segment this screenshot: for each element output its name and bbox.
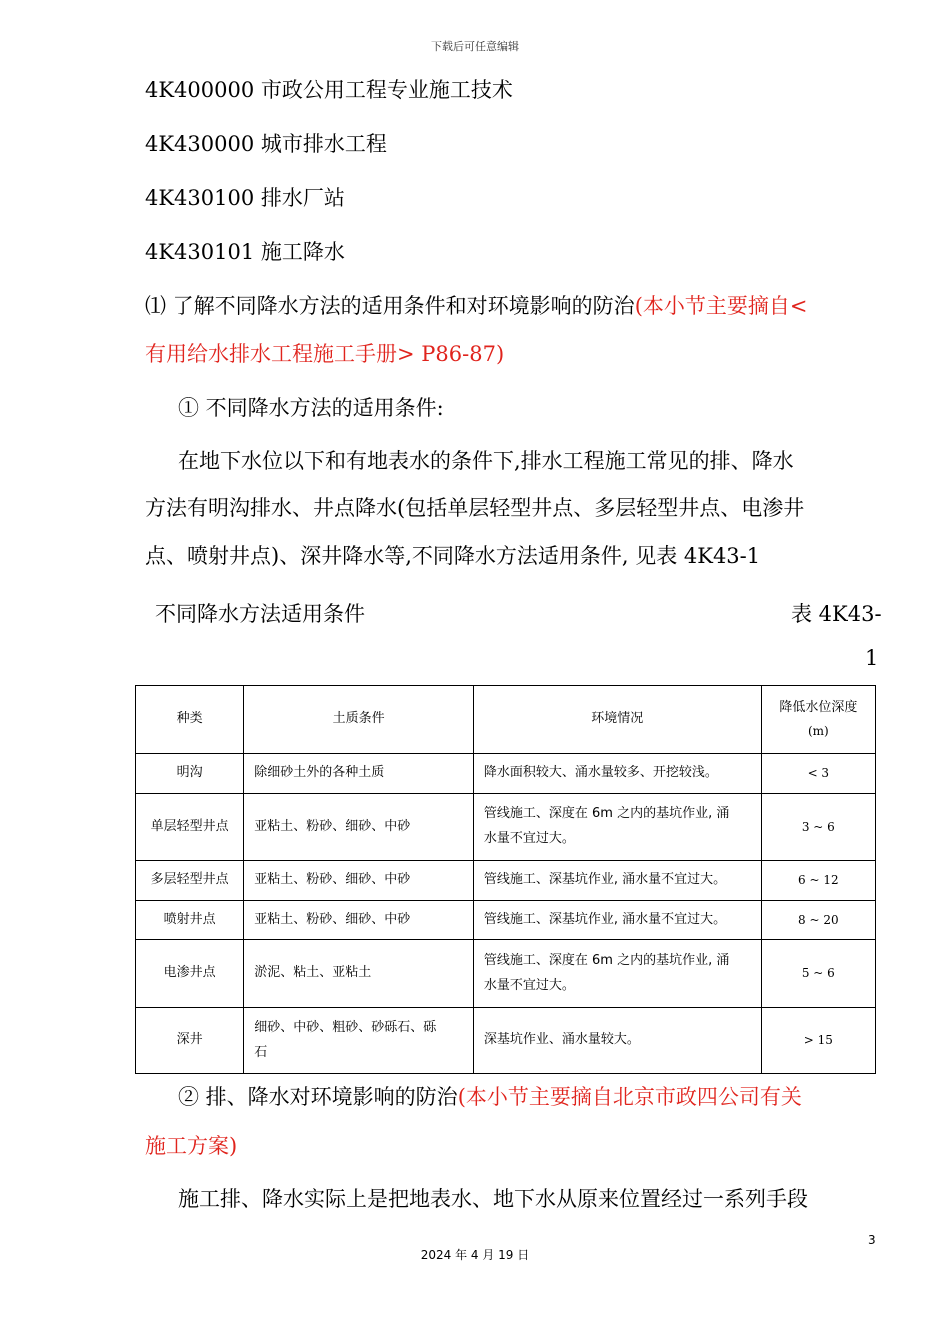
cell-type: 喷射井点 [136, 901, 244, 940]
heading-4: 4K430101 施工降水 [145, 240, 345, 264]
cell-type: 电渗井点 [136, 940, 244, 1008]
table-row [136, 1008, 876, 1074]
page-header: 下载后可任意编辑 [431, 40, 519, 53]
para2-line1: 施工排、降水实际上是把地表水、地下水从原来位置经过一系列手段 [178, 1187, 808, 1211]
sub2-title: ② 排、降水对环境影响的防治 [178, 1085, 458, 1109]
table-caption: 不同降水方法适用条件 [155, 602, 365, 626]
cell-depth: < 3 [761, 754, 875, 794]
sub1-title: ① 不同降水方法的适用条件: [178, 396, 444, 420]
cell-env [473, 940, 761, 1008]
cell-soil-line1: 细砂、中砂、粗砂、砂砾石、砾 [254, 1019, 437, 1035]
header-soil: 土质条件 [244, 686, 474, 754]
table-row [136, 940, 876, 1008]
cell-env-line1: 管线施工、深度在 6m 之内的基坑作业, 涌 [483, 806, 730, 822]
section1-source-cont: 有用给水排水工程施工手册> P86-87) [145, 342, 505, 366]
para1-line3: 点、喷射井点)、深井降水等,不同降水方法适用条件, 见表 4K43-1 [145, 544, 761, 568]
header-depth [761, 686, 875, 754]
cell-depth: 6 ~ 12 [761, 861, 875, 901]
cell-env: 深基坑作业、涌水量较大。 [473, 1008, 761, 1074]
cell-soil [244, 1008, 474, 1074]
table-header-row [136, 686, 876, 754]
cell-soil: 亚粘土、粉砂、细砂、中砂 [244, 794, 474, 861]
heading-2: 4K430000 城市排水工程 [145, 132, 387, 156]
cell-type: 单层轻型井点 [136, 794, 244, 861]
heading-3: 4K430100 排水厂站 [145, 186, 345, 210]
header-depth-unit: (m) [807, 724, 829, 739]
heading-1: 4K400000 市政公用工程专业施工技术 [145, 78, 513, 102]
cell-soil-line2: 石 [254, 1044, 268, 1060]
para1-line1: 在地下水位以下和有地表水的条件下,排水工程施工常见的排、降水 [178, 449, 794, 473]
cell-soil: 淤泥、粘土、亚粘土 [244, 940, 474, 1008]
cell-depth: > 15 [761, 1008, 875, 1074]
cell-depth: 3 ~ 6 [761, 794, 875, 861]
cell-env: 管线施工、深基坑作业, 涌水量不宜过大。 [473, 861, 761, 901]
cell-env [473, 794, 761, 861]
table-number-cont: 1 [865, 646, 879, 670]
cell-soil: 亚粘土、粉砂、细砂、中砂 [244, 901, 474, 940]
cell-depth: 8 ~ 20 [761, 901, 875, 940]
cell-env: 管线施工、深基坑作业, 涌水量不宜过大。 [473, 901, 761, 940]
header-depth-label: 降低水位深度 [779, 699, 858, 715]
table-row [136, 901, 876, 940]
sub2-source: (本小节主要摘自北京市政四公司有关 [457, 1085, 802, 1109]
section1-source: (本小节主要摘自< [634, 294, 808, 318]
section1-line1 [145, 296, 807, 317]
cell-env-line2: 水量不宜过大。 [483, 831, 575, 846]
page-number: 3 [868, 1233, 876, 1247]
section1-title: ⑴ 了解不同降水方法的适用条件和对环境影响的防治 [145, 294, 635, 318]
cell-soil: 除细砂土外的各种土质 [244, 754, 474, 794]
cell-env-line1: 管线施工、深度在 6m 之内的基坑作业, 涌 [483, 952, 730, 968]
cell-depth: 5 ~ 6 [761, 940, 875, 1008]
cell-type: 深井 [136, 1008, 244, 1074]
dewatering-table [135, 685, 876, 1074]
table-row [136, 861, 876, 901]
cell-soil: 亚粘土、粉砂、细砂、中砂 [244, 861, 474, 901]
table-number: 表 4K43- [791, 602, 882, 626]
header-type: 种类 [136, 686, 244, 754]
table-row [136, 754, 876, 794]
cell-type: 多层轻型井点 [136, 861, 244, 901]
sub2-line1 [178, 1087, 802, 1108]
footer-date: 2024 年 4 月 19 日 [420, 1248, 530, 1262]
cell-type: 明沟 [136, 754, 244, 794]
table-row [136, 794, 876, 861]
cell-env: 降水面积较大、涌水量较多、开挖较浅。 [473, 754, 761, 794]
sub2-source-cont: 施工方案) [145, 1134, 238, 1158]
cell-env-line2: 水量不宜过大。 [483, 977, 575, 993]
para1-line2: 方法有明沟排水、井点降水(包括单层轻型井点、多层轻型井点、电渗井 [145, 496, 805, 520]
header-env: 环境情况 [473, 686, 761, 754]
